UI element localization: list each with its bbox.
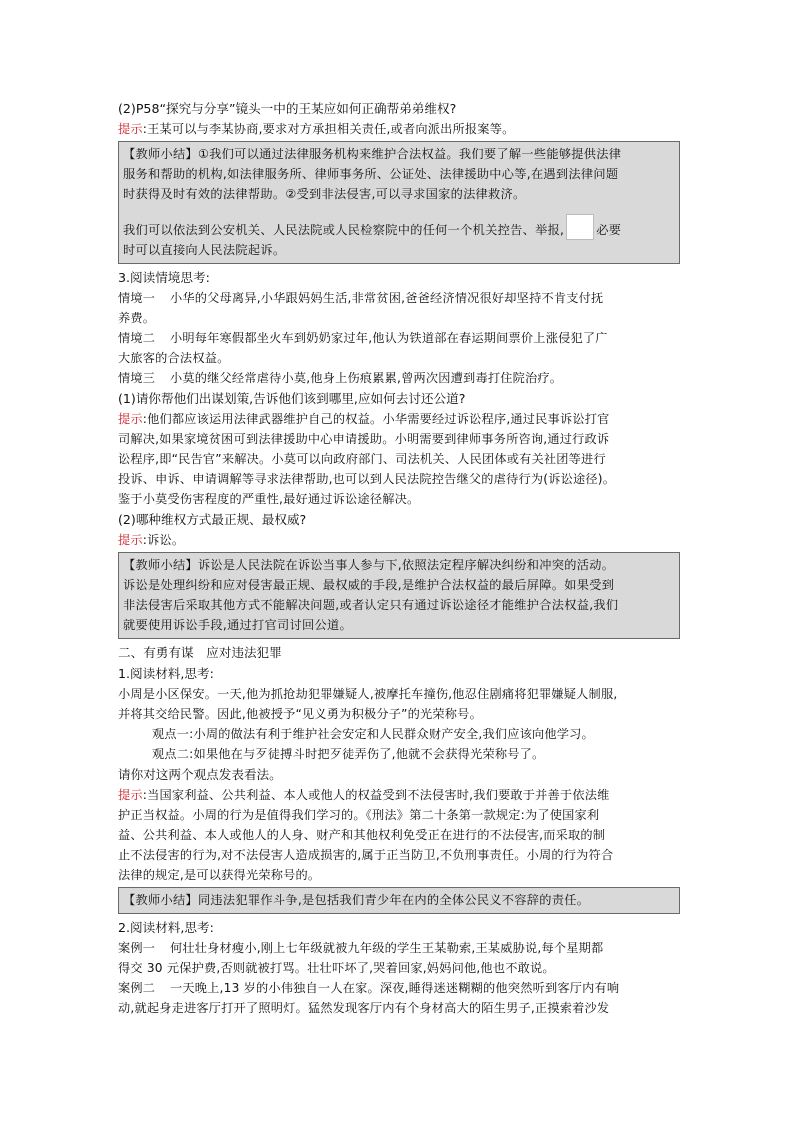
hint-line: 鉴于小莫受伤害程度的严重性,最好通过诉讼途径解决。 xyxy=(118,492,420,506)
hint-text: :他们都应该运用法律武器维护自己的权益。小华需要经过诉讼程序,通过民事诉讼打官 xyxy=(142,412,610,426)
scenario-one xyxy=(118,288,680,308)
case-text: 何壮壮身材瘦小,刚上七年级就被九年级的学生王某勒索,王某威胁说,每个星期都 xyxy=(170,941,604,955)
hint-paragraph xyxy=(118,119,680,139)
case-line: 动,就起身走进客厅打开了照明灯。猛然发现客厅内有个身材高大的陌生男子,正摸索着沙发 xyxy=(118,1001,610,1015)
section-heading: 3.阅读情境思考: xyxy=(118,270,210,285)
hint-paragraph xyxy=(118,409,680,429)
viewpoint-two: 观点二:如果他在与歹徒搏斗时把歹徒弄伤了,他就不会获得光荣称号了。 xyxy=(152,747,545,761)
case-one xyxy=(118,938,680,958)
summary-line xyxy=(123,214,675,240)
hint-label: 提示 xyxy=(118,533,143,547)
hint-line: 司解决,如果家境贫困可到法律援助中心申请援助。小明需要到律师事务所咨询,通过行政诉 xyxy=(118,432,610,446)
hint-text: :王某可以与李某协商,要求对方承担相关责任,或者向派出所报案等。 xyxy=(142,122,515,136)
teacher-summary-box xyxy=(118,552,680,639)
question: 请你对这两个观点发表看法。 xyxy=(118,767,282,782)
summary-text: 必要 xyxy=(596,223,622,237)
hint-text: :当国家利益、公共利益、本人或他人的权益受到不法侵害时,我们要敢于并善于依法维 xyxy=(142,788,610,802)
summary-line: 时可以直接向人民法院起诉。 xyxy=(123,243,286,257)
question: (1)请你帮他们出谋划策,告诉他们该到哪里,应如何去讨还公道? xyxy=(118,391,466,406)
hint-line: 止不法侵害的行为,对不法侵害人造成损害的,属于正当防卫,不负刑事责任。小周的行为符合 xyxy=(118,848,614,862)
scenario-text: 小明每年寒假都坐火车到奶奶家过年,他认为铁道部在春运期间票价上涨侵犯了广 xyxy=(170,331,608,345)
summary-line: 服务和帮助的机构,如法律服务所、律师事务所、公证处、法律援助中心等,在遇到法律问题 xyxy=(123,167,619,181)
summary-text: 诉讼是人民法院在诉讼当事人参与下,依照法定程序解决纠纷和冲突的活动。 xyxy=(197,558,615,572)
hint-line: 护正当权益。小周的行为是值得我们学习的。《刑法》第二十条第一款规定:为了使国家利 xyxy=(118,808,600,822)
hint-label: 提示 xyxy=(118,122,143,136)
case-line: 得交 30 元保护费,否则就被打骂。壮壮吓坏了,哭着回家,妈妈问他,他也不敢说。 xyxy=(118,961,555,975)
summary-line xyxy=(123,555,675,575)
hint-line: 法律的规定,是可以获得光荣称号的。 xyxy=(118,868,321,882)
hint-text: :诉讼。 xyxy=(142,533,185,547)
case-text: 一天晚上,13 岁的小伟独自一人在家。深夜,睡得迷迷糊糊的他突然听到客厅内有响 xyxy=(170,981,620,995)
blank-box xyxy=(566,214,594,240)
hint-line: 益、公共利益、本人或他人的人身、财产和其他权利免受正在进行的不法侵害,而采取的制 xyxy=(118,828,606,842)
summary-line: 非法侵害后采取其他方式不能解决问题,或者认定只有通过诉讼途径才能维护合法权益,我们 xyxy=(123,598,619,612)
summary-label: 【教师小结】 xyxy=(123,893,198,907)
hint-label: 提示 xyxy=(118,788,143,802)
summary-line: 就要使用诉讼手段,通过打官司讨回公道。 xyxy=(123,618,352,632)
summary-label: 【教师小结】 xyxy=(123,147,198,161)
question-2: (2)P58“探究与分享”镜头一中的王某应如何正确帮弟弟维权? xyxy=(118,101,457,116)
scenario-two xyxy=(118,328,680,348)
summary-gap xyxy=(123,204,675,214)
case-label: 案例一 xyxy=(118,941,156,955)
material-line: 小周是小区保安。一天,他为抓抢劫犯罪嫌疑人,被摩托车撞伤,他忍住剧痛将犯罪嫌疑人制服, xyxy=(118,687,618,701)
scenario-text: 小华的父母离异,小华跟妈妈生活,非常贫困,爸爸经济情况很好却坚持不肯支付抚 xyxy=(170,291,604,305)
teacher-summary-box xyxy=(118,887,680,914)
material-line: 并将其交给民警。因此,他被授予“见义勇为积极分子”的光荣称号。 xyxy=(118,707,482,721)
section-heading: 2.阅读材料,思考: xyxy=(118,920,214,935)
case-label: 案例二 xyxy=(118,981,156,995)
scenario-line: 大旅客的合法权益。 xyxy=(118,351,230,365)
hint-line: 投诉、申诉、申请调解等寻求法律帮助,也可以到人民法院控告继父的虐待行为(诉讼途径)。 xyxy=(118,472,616,486)
hint-paragraph xyxy=(118,785,680,805)
question: (2)哪种维权方式最正规、最权威? xyxy=(118,512,307,527)
scenario-label: 情境二 xyxy=(118,331,156,345)
hint-paragraph xyxy=(118,530,680,550)
summary-line: 诉讼是处理纠纷和应对侵害最正规、最权威的手段,是维护合法权益的最后屏障。如果受到 xyxy=(123,578,615,592)
document-page xyxy=(118,98,680,1018)
teacher-summary-box xyxy=(118,141,680,264)
hint-label: 提示 xyxy=(118,412,143,426)
summary-label: 【教师小结】 xyxy=(123,558,198,572)
summary-line xyxy=(123,890,675,910)
section-title: 二、有勇有谋 应对违法犯罪 xyxy=(118,645,282,660)
scenario-label: 情境一 xyxy=(118,291,156,305)
scenario-line: 养费。 xyxy=(118,311,156,325)
scenario-label: 情境三 xyxy=(118,371,156,385)
hint-line: 讼程序,即“民告官”来解决。小莫可以向政府部门、司法机关、人民团体或有关社团等进行 xyxy=(118,452,606,466)
section-heading: 1.阅读材料,思考: xyxy=(118,666,214,681)
summary-line: 时获得及时有效的法律帮助。②受到非法侵害,可以寻求国家的法律救济。 xyxy=(123,187,526,201)
summary-line xyxy=(123,144,675,164)
scenario-three xyxy=(118,368,680,388)
summary-text: ①我们可以通过法律服务机构来维护合法权益。我们要了解一些能够提供法律 xyxy=(197,147,622,161)
viewpoint-one: 观点一:小周的做法有利于维护社会安定和人民群众财产安全,我们应该向他学习。 xyxy=(152,727,594,741)
scenario-text: 小莫的继父经常虐待小莫,他身上伤痕累累,曾两次因遭到毒打住院治疗。 xyxy=(170,371,563,385)
case-two xyxy=(118,978,680,998)
summary-text: 我们可以依法到公安机关、人民法院或人民检察院中的任何一个机关控告、举报, xyxy=(123,223,565,237)
summary-text: 同违法犯罪作斗争,是包括我们青少年在内的全体公民义不容辞的责任。 xyxy=(197,893,590,907)
